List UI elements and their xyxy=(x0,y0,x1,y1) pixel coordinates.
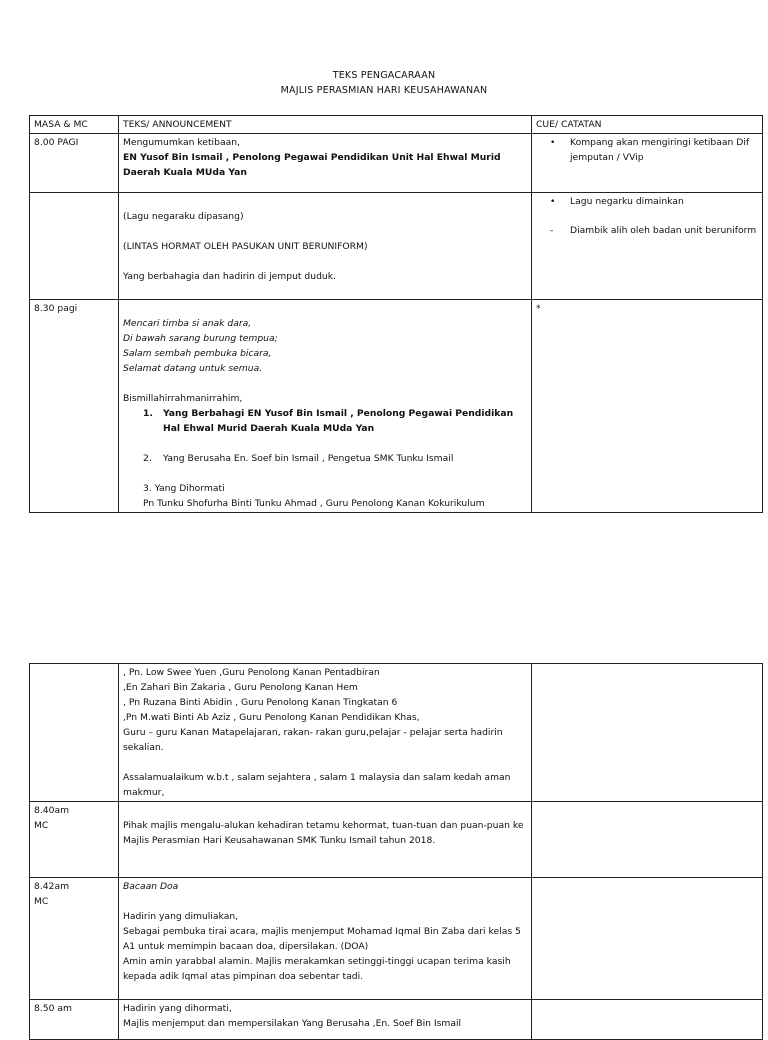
table-row xyxy=(30,802,763,878)
table-row xyxy=(30,1000,763,1040)
schedule-table-1 xyxy=(29,115,763,513)
mc-label: MC xyxy=(34,820,49,831)
anthem-note: (Lagu negaraku dipasang) xyxy=(123,211,244,222)
cue-text: Kompang akan mengiringi ketibaan Dif jemputan / VVip xyxy=(570,137,750,163)
mc-label: MC xyxy=(34,896,49,907)
doa-line: Hadirin yang dimuliakan, xyxy=(123,911,239,922)
cue-cell: * xyxy=(532,300,763,513)
time-cell: 8.50 am xyxy=(30,1000,119,1040)
doa-line: Sebagai pembuka tirai acara, majlis menjemput Mohamad Iqmal Bin Zaba dari kelas 5 A1 untuk memimpin bacaan doa, dipersilakan. (DOA) xyxy=(123,926,521,952)
table-header-row xyxy=(30,116,763,134)
guest-name: EN Yusof Bin Ismail , Penolong Pegawai Pendidikan Unit Hal Ehwal Murid Daerah Kuala MUda Yan xyxy=(123,152,501,178)
welcome-text: Pihak majlis mengalu-alukan kehadiran tetamu kehormat, tuan-tuan dan puan-puan ke Majlis Perasmian Hari Keusahawanan SMK Tunku Ismail tahun 2018. xyxy=(123,820,524,846)
text-cell xyxy=(119,300,532,513)
section-heading: Bacaan Doa xyxy=(123,881,179,892)
table-row xyxy=(30,134,763,193)
time-cell xyxy=(30,664,119,802)
text-cell xyxy=(119,1000,532,1040)
time-cell xyxy=(30,193,119,300)
salute-note: (LINTAS HORMAT OLEH PASUKAN UNIT BERUNIFORM) xyxy=(123,241,368,252)
table-row xyxy=(30,664,763,802)
cue-cell xyxy=(532,802,763,878)
schedule-table-2 xyxy=(29,663,763,1040)
seating-note: Yang berbahagia dan hadirin di jemput duduk. xyxy=(123,271,336,282)
pantun-line: Di bawah sarang burung tempua; xyxy=(123,333,278,344)
speech-line: Hadirin yang dihormati, xyxy=(123,1003,232,1014)
item-number: 2. xyxy=(143,453,152,464)
header-time: MASA & MC xyxy=(30,116,119,134)
cue-item xyxy=(536,194,758,209)
text-cell xyxy=(119,193,532,300)
time-cell xyxy=(30,802,119,878)
text-cell xyxy=(119,802,532,878)
text-cell xyxy=(119,878,532,1000)
header-cue: CUE/ CATATAN xyxy=(532,116,763,134)
guest-line: , Pn. Low Swee Yuen ,Guru Penolong Kanan Pentadbiran xyxy=(123,667,380,678)
honorific-text: Yang Berbahagi EN Yusof Bin Ismail , Penolong Pegawai Pendidikan Hal Ehwal Murid Daerah Kuala MUda Yan xyxy=(163,408,514,434)
cue-cell xyxy=(532,878,763,1000)
item-number: 1. xyxy=(143,408,153,419)
table-row xyxy=(30,878,763,1000)
cue-cell xyxy=(532,134,763,193)
announce-intro: Mengumumkan ketibaan, xyxy=(123,137,240,148)
bismillah-line: Bismillahirrahmanirrahim, xyxy=(123,393,243,404)
greeting-line: Assalamualaikum w.b.t , salam sejahtera , salam 1 malaysia dan salam kedah aman makmur, xyxy=(123,772,511,798)
pantun-line: Salam sembah pembuka bicara, xyxy=(123,348,272,359)
cue-text: Lagu negarku dimainkan xyxy=(570,196,684,207)
time-value: 8.40am xyxy=(34,805,70,816)
pantun-line: Mencari timba si anak dara, xyxy=(123,318,252,329)
guest-line: Guru – guru Kanan Matapelajaran, rakan- rakan guru,pelajar - pelajar serta hadirin sekalian. xyxy=(123,727,503,753)
honorific-item xyxy=(123,451,527,466)
cue-item xyxy=(536,135,758,165)
honorific-text: Yang Berusaha En. Soef bin Ismail , Pengetua SMK Tunku Ismail xyxy=(163,453,454,464)
pantun-line: Selamat datang untuk semua. xyxy=(123,363,263,374)
honorific-item: 3. Yang Dihormati xyxy=(143,483,225,494)
time-value: 8.42am xyxy=(34,881,70,892)
bullet-icon: • xyxy=(550,196,556,207)
header-text: TEKS/ ANNOUNCEMENT xyxy=(119,116,532,134)
time-cell: 8.00 PAGI xyxy=(30,134,119,193)
document-title: TEKS PENGACARAAN xyxy=(332,70,436,81)
time-cell xyxy=(30,878,119,1000)
doa-line: Amin amin yarabbal alamin. Majlis merakamkan setinggi-tinggi ucapan terima kasih kepada adik Iqmal atas pimpinan doa sebentar tadi. xyxy=(123,956,511,982)
guest-line: , Pn Ruzana Binti Abidin , Guru Penolong Kanan Tingkatan 6 xyxy=(123,697,398,708)
honorific-text: Pn Tunku Shofurha Binti Tunku Ahmad , Guru Penolong Kanan Kokurikulum xyxy=(143,498,485,509)
table-row xyxy=(30,300,763,513)
guest-line: ,Pn M.wati Binti Ab Aziz , Guru Penolong Kanan Pendidikan Khas, xyxy=(123,712,420,723)
document-subtitle: MAJLIS PERASMIAN HARI KEUSAHAWANAN xyxy=(280,85,488,96)
table-row xyxy=(30,193,763,300)
bullet-icon: • xyxy=(550,137,556,148)
cue-cell xyxy=(532,1000,763,1040)
text-cell xyxy=(119,664,532,802)
cue-item xyxy=(536,223,758,238)
time-cell: 8.30 pagi xyxy=(30,300,119,513)
guest-line: ,En Zahari Bin Zakaria , Guru Penolong Kanan Hem xyxy=(123,682,358,693)
cue-cell xyxy=(532,664,763,802)
speech-line: Majlis menjemput dan mempersilakan Yang Berusaha ,En. Soef Bin Ismail xyxy=(123,1018,462,1029)
honorific-item xyxy=(123,406,527,436)
cue-text: Diambik alih oleh badan unit beruniform xyxy=(570,225,757,236)
cue-cell xyxy=(532,193,763,300)
text-cell xyxy=(119,134,532,193)
dash-icon: - xyxy=(550,225,554,236)
